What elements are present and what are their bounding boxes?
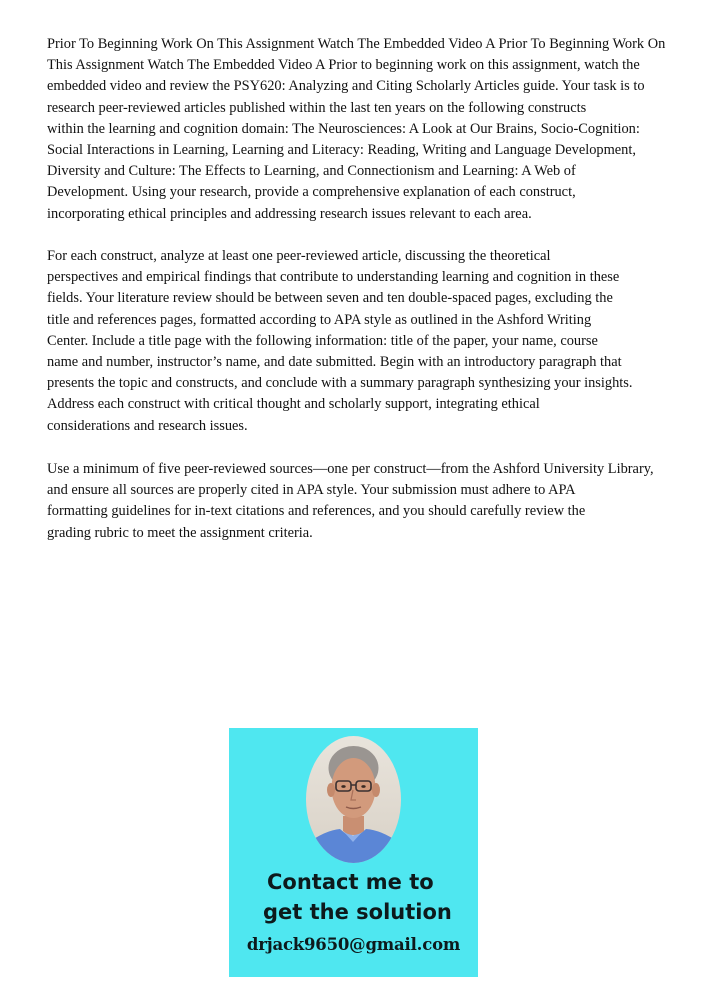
paragraph-line: and ensure all sources are properly cited in APA style. Your submission must adhere to APA — [47, 482, 576, 499]
paragraph-line: name and number, instructor’s name, and date submitted. Begin with an introductory paragraph that — [47, 354, 622, 371]
paragraph-line: Center. Include a title page with the following information: title of the paper, your name, course — [47, 332, 598, 349]
paragraph-line: fields. Your literature review should be between seven and ten double-spaced pages, excluding the — [47, 290, 613, 307]
paragraph-line: perspectives and empirical findings that contribute to understanding learning and cognition in these — [47, 269, 620, 286]
portrait-photo — [306, 736, 401, 863]
paragraph-line: Prior To Beginning Work On This Assignment Watch The Embedded Video A Prior To Beginning Work On — [47, 36, 666, 52]
paragraph-line: Use a minimum of five peer-reviewed sources—one per construct—from the Ashford University Library, — [47, 461, 654, 477]
paragraph-line: embedded video and review the PSY620: Analyzing and Citing Scholarly Articles guide. Your task is to — [47, 78, 645, 95]
paragraph-line: title and references pages, formatted according to APA style as outlined in the Ashford Writing — [47, 311, 592, 328]
paragraph-line: For each construct, analyze at least one peer-reviewed article, discussing the theoretical — [47, 248, 551, 264]
paragraph-line: research peer-reviewed articles published within the last ten years on the following constructs — [47, 99, 587, 116]
paragraph-line: Address each construct with critical thought and scholarly support, integrating ethical — [47, 396, 540, 413]
paragraph-line: Development. Using your research, provide a comprehensive explanation of each construct, — [47, 184, 576, 201]
paragraph-line: within the learning and cognition domain: The Neurosciences: A Look at Our Brains, Socio-Cognition: — [47, 120, 640, 137]
paragraph-line: presents the topic and constructs, and conclude with a summary paragraph synthesizing your insights. — [47, 375, 633, 392]
paragraph-1 — [47, 34, 687, 225]
paragraph-line: Social Interactions in Learning, Learning and Literacy: Reading, Writing and Language Development, — [47, 142, 636, 159]
promo-headline-line-1: Contact me to — [267, 870, 434, 894]
paragraph-line: incorporating ethical principles and addressing research issues relevant to each area. — [47, 205, 532, 222]
paragraph-line: grading rubric to meet the assignment criteria. — [47, 524, 313, 541]
paragraph-line: This Assignment Watch The Embedded Video A Prior to beginning work on this assignment, watch the — [47, 57, 640, 74]
paragraph-line: considerations and research issues. — [47, 417, 248, 434]
paragraph-3 — [47, 459, 687, 544]
paragraph-2 — [47, 246, 687, 437]
contact-email-link[interactable]: drjack9650@gmail.com — [246, 935, 461, 954]
promo-headline-line-2: get the solution — [263, 900, 452, 924]
paragraph-line: Diversity and Culture: The Effects to Learning, and Connectionism and Learning: A Web of — [47, 163, 576, 180]
contact-promo-banner[interactable] — [229, 728, 478, 977]
paragraph-line: formatting guidelines for in-text citations and references, and you should carefully review the — [47, 503, 586, 520]
